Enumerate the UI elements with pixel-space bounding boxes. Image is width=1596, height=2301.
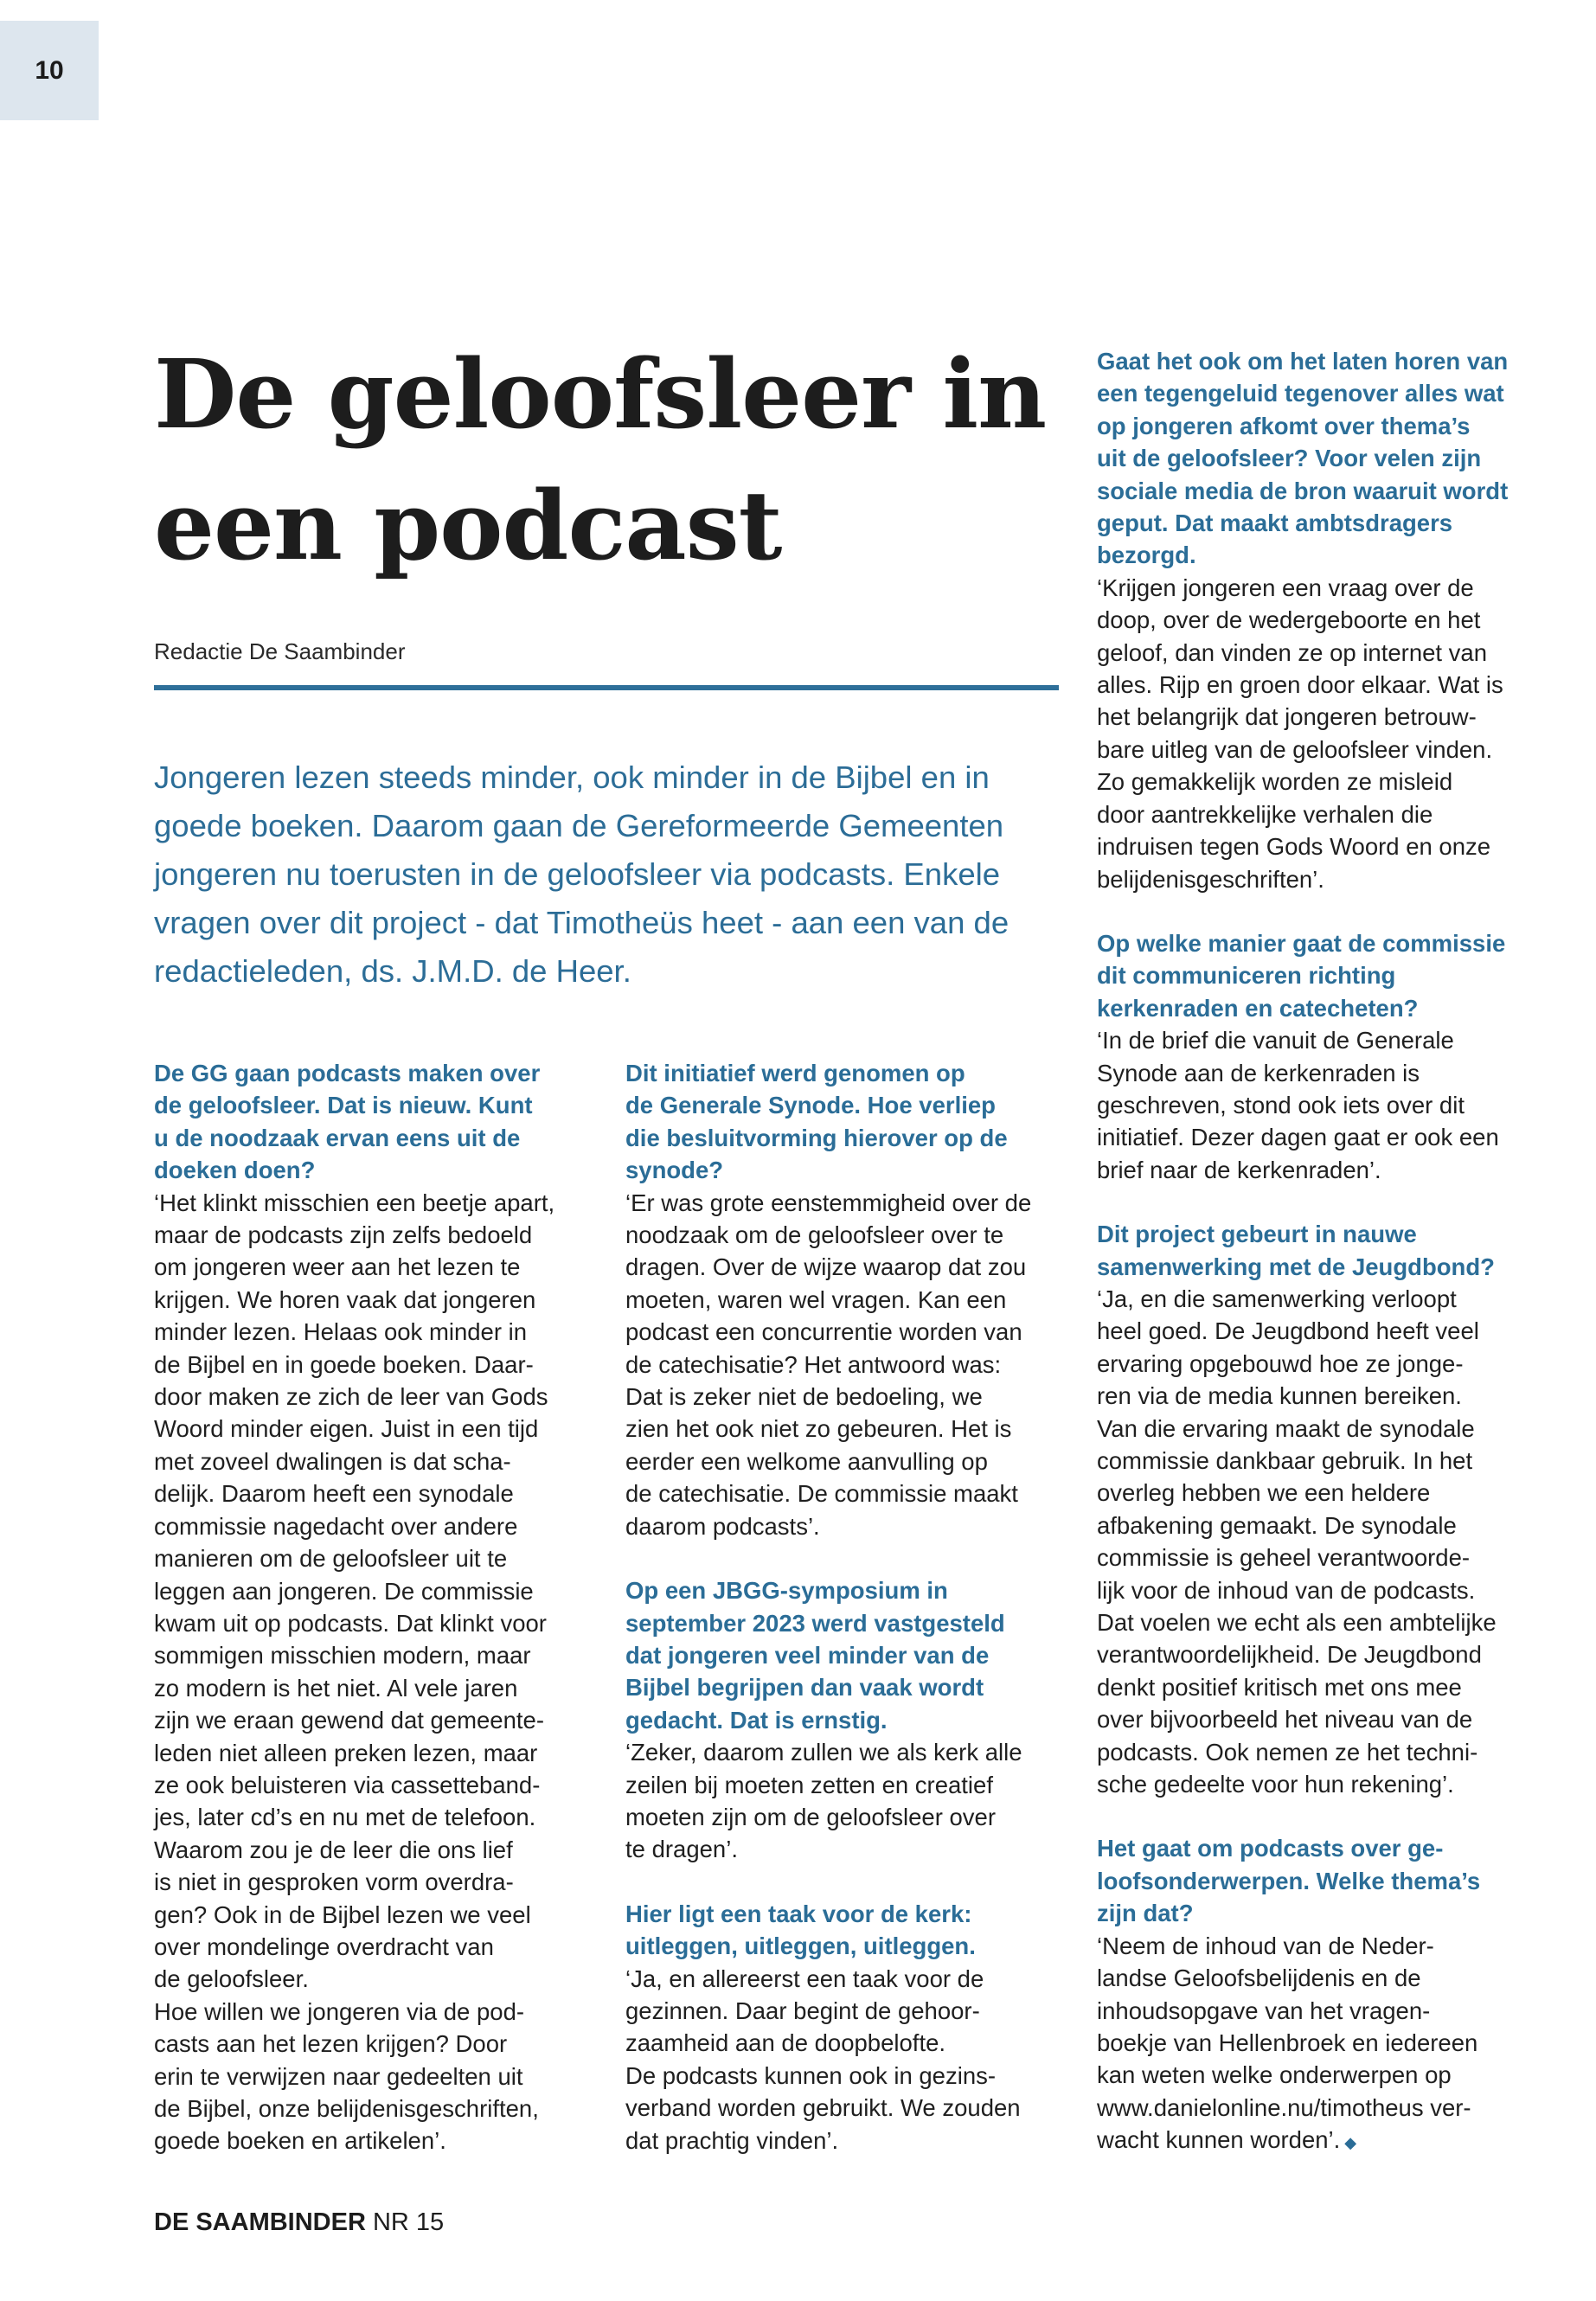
text-line: uit de geloofsleer? Voor velen zijn [1097,445,1482,472]
answer [1097,1283,1547,1801]
text-line: sche gedeelte voor hun rekening’. [1097,1771,1454,1798]
text-line: geput. Dat maakt ambtsdragers [1097,510,1453,537]
text-line: ‘Zeker, daarom zullen we als kerk alle [625,1739,1022,1766]
text-line: Hier ligt een taak voor de kerk: [625,1900,972,1927]
text-line: met zoveel dwalingen is dat scha- [154,1447,511,1475]
text-line: ‘Ja, en die samenwerking verloopt [1097,1285,1457,1312]
text-line: door aantrekkelijke verhalen die [1097,800,1433,828]
column-2 [625,1057,1075,2157]
text-line: ‘Krijgen jongeren een vraag over de [1097,574,1474,601]
column-3 [1097,345,1547,2160]
text-line: Woord minder eigen. Juist in een tijd [154,1415,539,1443]
text-line: de catechisatie. De commissie maakt [625,1480,1018,1508]
text-line: ren via de media kunnen bereiken. [1097,1382,1462,1410]
text-line: De podcasts kunnen ook in gezins- [625,2061,997,2089]
question [1097,1218,1547,1283]
text-line: verantwoordelijkheid. De Jeugdbond [1097,1641,1482,1669]
text-line: krijgen. We horen vaak dat jongeren [154,1285,536,1313]
text-line: Dat is zeker niet de bedoeling, we [625,1383,983,1411]
answer [1097,1024,1547,1186]
text-line: lijk voor de inhoud van de podcasts. [1097,1576,1476,1604]
footer [154,2208,444,2237]
text-line: inhoudsopgave van het vragen- [1097,1997,1431,2024]
text-line: sommigen misschien modern, maar [154,1642,531,1670]
text-line: erin te verwijzen naar gedeelten uit [154,2062,523,2090]
text-line: zijn dat? [1097,1900,1194,1927]
text-line: boekje van Hellenbroek en iedereen [1097,2029,1478,2056]
answer [625,1187,1075,1542]
text-line: dat prachtig vinden’. [625,2126,839,2154]
text-line: Hoe willen we jongeren via de pod- [154,1997,525,2025]
text-line: synode? [625,1157,724,1184]
text-line: ervaring opgebouwd hoe ze jonge- [1097,1349,1464,1377]
text-line: dat jongeren veel minder van de [625,1641,990,1669]
text-line: daarom podcasts’. [625,1512,820,1540]
text-line: uitleggen, uitleggen, uitleggen. [625,1932,976,1960]
text-line: doeken doen? [154,1157,316,1184]
text-line: Synode aan de kerkenraden is [1097,1059,1420,1086]
text-line: verband worden gebruikt. We zouden [625,2094,1021,2122]
text-line: geschreven, stond ook iets over dit [1097,1091,1465,1118]
text-line: gen? Ook in de Bijbel lezen we veel [154,1900,531,1928]
text-line: op jongeren afkomt over thema’s [1097,412,1471,439]
text-line: brief naar de kerkenraden’. [1097,1156,1381,1183]
text-line: Gaat het ook om het laten horen van [1097,348,1509,375]
footer-publication: DE SAAMBINDER [154,2208,366,2236]
answer [154,1187,604,2157]
text-line: dragen. Over de wijze waarop dat zou [625,1253,1027,1281]
text-line: is niet in gesproken vorm overdra- [154,1868,514,1896]
text-line: www.danielonline.nu/timotheus ver- [1097,2093,1471,2121]
text-line: over mondelinge overdracht van [154,1932,494,1960]
text-line: sociale media de bron waaruit wordt [1097,477,1509,504]
text-line: Dit initiatief werd genomen op [625,1060,965,1086]
text-line: een tegengeluid tegenover alles wat [1097,380,1504,407]
text-line: ‘Het klinkt misschien een beetje apart, [154,1189,555,1216]
text-line: commissie dankbaar gebruik. In het [1097,1447,1473,1474]
text-line: denkt positief kritisch met ons mee [1097,1673,1462,1701]
text-line: kwam uit op podcasts. Dat klinkt voor [154,1609,547,1637]
text-line: ze ook beluisteren via cassetteband- [154,1771,541,1798]
text-line: ‘In de brief die vanuit de Generale [1097,1027,1454,1054]
text-line: gezinnen. Daar begint de gehoor- [625,1997,980,2024]
text-line: wacht kunnen worden’. [1097,2126,1341,2154]
text-line: u de noodzaak ervan eens uit de [154,1124,521,1151]
text-line: leggen aan jongeren. De commissie [154,1577,534,1605]
text-line: eerder een welkome aanvulling op [625,1447,988,1475]
column-1 [154,1057,604,2157]
text-line: samenwerking met de Jeugdbond? [1097,1253,1495,1280]
question [1097,927,1547,1024]
text-line: belijdenisgeschriften’. [1097,865,1324,893]
text-line: maar de podcasts zijn zelfs bedoeld [154,1221,533,1249]
title-divider [154,685,1059,690]
text-line: Op een JBGG-symposium in [625,1577,948,1605]
text-line: zo modern is het niet. Al vele jaren [154,1674,518,1702]
text-line: zien het ook niet zo gebeuren. Het is [625,1415,1012,1443]
text-line: afbakening gemaakt. De synodale [1097,1511,1457,1539]
text-line: casts aan het lezen krijgen? Door [154,2030,508,2058]
text-line: commissie nagedacht over andere [154,1512,518,1540]
answer [625,1963,1075,2157]
question [625,1574,1075,1736]
text-line: podcast een concurrentie worden van [625,1318,1022,1346]
text-line: moeten zijn om de geloofsleer over [625,1803,997,1830]
text-line: Bijbel begrijpen dan vaak wordt [625,1674,984,1702]
title-line: De geloofsleer in [154,338,1047,450]
text-line: Op welke manier gaat de commissie [1097,929,1506,957]
text-line: Het gaat om podcasts over ge- [1097,1835,1444,1862]
text-line: die besluitvorming hierover op de [625,1124,1008,1151]
text-line: de geloofsleer. [154,1965,309,1993]
text-line: de Generale Synode. Hoe verliep [625,1092,996,1119]
text-line: indruisen tegen Gods Woord en onze [1097,833,1491,861]
text-line: bare uitleg van de geloofsleer vinden. [1097,735,1493,763]
answer-final [1097,1930,1547,2160]
text-line: loofsonderwerpen. Welke thema’s [1097,1867,1481,1894]
text-line: kan weten welke onderwerpen op [1097,2061,1452,2089]
text-line: delijk. Daarom heeft een synodale [154,1480,514,1508]
footer-issue: NR 15 [372,2208,445,2236]
answer [625,1736,1075,1866]
question [154,1057,604,1187]
text-line: geloof, dan vinden ze op internet van [1097,638,1488,666]
text-line: manieren om de geloofsleer uit te [154,1545,508,1573]
text-line: podcasts. Ook nemen ze het techni- [1097,1738,1478,1766]
text-line: door maken ze zich de leer van Gods [154,1383,548,1411]
page-number: 10 [0,21,99,120]
text-line: de catechisatie? Het antwoord was: [625,1350,1002,1378]
byline: Redactie De Saambinder [154,638,406,664]
text-line: de geloofsleer. Dat is nieuw. Kunt [154,1092,533,1119]
text-line: noodzaak om de geloofsleer over te [625,1221,1004,1249]
end-mark-icon: ◆ [1340,2134,1357,2152]
text-line: de Bijbel, onze belijdenisgeschriften, [154,2095,539,2122]
question [625,1898,1075,1963]
text-line: bezorgd. [1097,542,1196,569]
text-line: ‘Ja, en allereerst een taak voor de [625,1965,984,1992]
text-line: commissie is geheel verantwoorde- [1097,1544,1471,1572]
text-line: om jongeren weer aan het lezen te [154,1253,521,1281]
text-line: kerkenraden en catecheten? [1097,994,1419,1022]
text-line: landse Geloofsbelijdenis en de [1097,1965,1421,1992]
text-line: jes, later cd’s en nu met de telefoon. [154,1804,536,1831]
text-line: De GG gaan podcasts maken over [154,1060,541,1086]
text-line: ‘Er was grote eenstemmigheid over de [625,1189,1032,1216]
text-line: alles. Rijp en groen door elkaar. Wat is [1097,671,1503,699]
text-line: initiatief. Dezer dagen gaat er ook een [1097,1124,1499,1151]
text-line: Van die ervaring maakt de synodale [1097,1414,1475,1442]
answer [1097,572,1547,895]
text-line: dit communiceren richting [1097,962,1396,990]
text-line: Zo gemakkelijk worden ze misleid [1097,768,1453,796]
title-line: een podcast [154,470,782,581]
text-line: ‘Neem de inhoud van de Neder- [1097,1932,1434,1959]
text-line: zaamheid aan de doopbelofte. [625,2029,946,2057]
article-title [154,329,1062,592]
question [625,1057,1075,1187]
text-line: doop, over de wedergeboorte en het [1097,606,1481,634]
text-line: Dat voelen we echt als een ambtelijke [1097,1609,1497,1637]
text-line: overleg hebben we een heldere [1097,1479,1431,1507]
text-line: september 2023 werd vastgesteld [625,1609,1005,1637]
text-line: te dragen’. [625,1836,738,1863]
text-line: de Bijbel en in goede boeken. Daar- [154,1350,534,1378]
text-line: zijn we eraan gewend dat gemeente- [154,1707,544,1734]
text-line: heel goed. De Jeugdbond heeft veel [1097,1317,1479,1345]
text-line: gedacht. Dat is ernstig. [625,1706,888,1734]
text-line: het belangrijk dat jongeren betrouw- [1097,703,1477,731]
text-line: zeilen bij moeten zetten en creatief [625,1771,993,1798]
text-line: leden niet alleen preken lezen, maar [154,1739,538,1766]
question [1097,345,1547,572]
question [1097,1832,1547,1929]
text-line: minder lezen. Helaas ook minder in [154,1318,528,1346]
text-line: goede boeken en artikelen’. [154,2127,446,2155]
text-line: Dit project gebeurt in nauwe [1097,1221,1417,1248]
intro-lead: Jongeren lezen steeds minder, ook minder in de Bijbel en in goede boeken. Daarom gaan de Gereformeerde Gemeenten jongeren nu toerusten in de geloofsleer via podcasts. Enkele vragen over dit project - dat Timotheüs heet - aan een van de redactieleden, ds. J.M.D. de Heer. [154,760,1010,989]
text-line: Waarom zou je de leer die ons lief [154,1836,513,1863]
text-line: over bijvoorbeeld het niveau van de [1097,1706,1473,1734]
text-line: moeten, waren wel vragen. Kan een [625,1285,1007,1313]
